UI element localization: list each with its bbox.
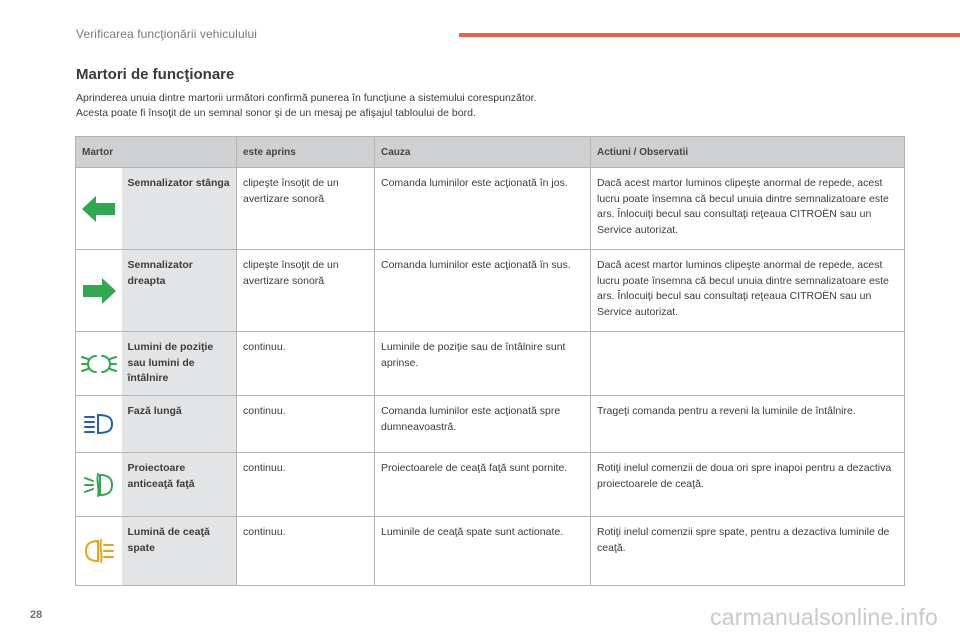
intro-line-2: Acesta poate fi însoţit de un semnal sonor şi de un mesaj pe afişajul tabloului de bord. <box>76 107 476 119</box>
section-title: Martori de funcţionare <box>76 66 235 83</box>
warning-light-cause: Comanda luminilor este acţionată spre dumneavoastră. <box>375 396 591 453</box>
warning-light-cause: Luminile de ceaţă spate sunt actionate. <box>375 517 591 586</box>
watermark: carmanualsonline.info <box>710 604 938 630</box>
position-lights-icon <box>81 353 117 375</box>
warning-light-cause: Proiectoarele de ceaţă faţă sunt pornite. <box>375 453 591 517</box>
rear-fog-light-icon <box>84 539 114 563</box>
warning-lights-table <box>75 136 905 586</box>
warning-light-cause: Comanda luminilor este acţionată în jos. <box>375 168 591 250</box>
header-accent-bar <box>459 33 960 37</box>
warning-light-state: clipeşte însoţit de un avertizare sonoră <box>237 250 375 332</box>
warning-light-state: clipeşte însoţit de un avertizare sonoră <box>237 168 375 250</box>
table-row <box>76 453 905 517</box>
warning-light-state: continuu. <box>237 332 375 396</box>
warning-light-action: Rotiţi inelul comenzii de doua ori spre inapoi pentru a dezactiva proiectoarele de ceaţă. <box>591 453 905 517</box>
warning-light-name: Lumini de poziţie sau lumini de întâlnire <box>122 332 237 396</box>
warning-light-name: Lumină de ceaţă spate <box>122 517 237 586</box>
warning-light-name: Fază lungă <box>122 396 237 453</box>
table-header-row <box>76 137 905 168</box>
warning-light-name: Semnalizator dreapta <box>122 250 237 332</box>
warning-light-name: Proiectoare anticeaţă faţă <box>122 453 237 517</box>
page-header-title: Verificarea funcţionării vehiculului <box>76 27 258 41</box>
front-fog-light-icon <box>84 473 114 497</box>
table-row <box>76 168 905 250</box>
high-beam-icon <box>84 413 114 435</box>
column-header-martor: Martor <box>76 137 237 168</box>
warning-light-action <box>591 332 905 396</box>
right-turn-arrow-icon <box>82 278 116 304</box>
table-row <box>76 250 905 332</box>
warning-light-state: continuu. <box>237 453 375 517</box>
table-row <box>76 332 905 396</box>
warning-light-action: Rotiţi inelul comenzii spre spate, pentru a dezactiva luminile de ceaţă. <box>591 517 905 586</box>
intro-line-1: Aprinderea unuia dintre martorii următori confirmă punerea în funcţiune a sistemului corespunzător. <box>76 92 537 104</box>
page-number: 28 <box>30 609 43 621</box>
warning-light-action: Trageţi comanda pentru a reveni la luminile de întâlnire. <box>591 396 905 453</box>
warning-light-state: continuu. <box>237 396 375 453</box>
warning-light-cause: Luminile de poziţie sau de întâlnire sunt aprinse. <box>375 332 591 396</box>
warning-light-action: Dacă acest martor luminos clipeşte anormal de repede, acest lucru poate însemna că becul unuia dintre semnalizatoare este ars. Înlocuiţi becul sau consultaţi reţeaua CITROËN sau un Service autorizat. <box>591 250 905 332</box>
column-header-state: este aprins <box>237 137 375 168</box>
warning-light-cause: Comanda luminilor este acţionată în sus. <box>375 250 591 332</box>
column-header-action: Actiuni / Observatii <box>591 137 905 168</box>
warning-light-state: continuu. <box>237 517 375 586</box>
table-row <box>76 517 905 586</box>
left-turn-arrow-icon <box>82 196 116 222</box>
table-row <box>76 396 905 453</box>
warning-light-name: Semnalizator stânga <box>122 168 237 250</box>
column-header-cause: Cauza <box>375 137 591 168</box>
warning-light-action: Dacă acest martor luminos clipeşte anormal de repede, acest lucru poate însemna că becul unuia dintre semnalizatoare este ars. Înlocuiţi becul sau consultaţi reţeaua CITROËN sau un Service autorizat. <box>591 168 905 250</box>
section-intro <box>76 91 876 121</box>
